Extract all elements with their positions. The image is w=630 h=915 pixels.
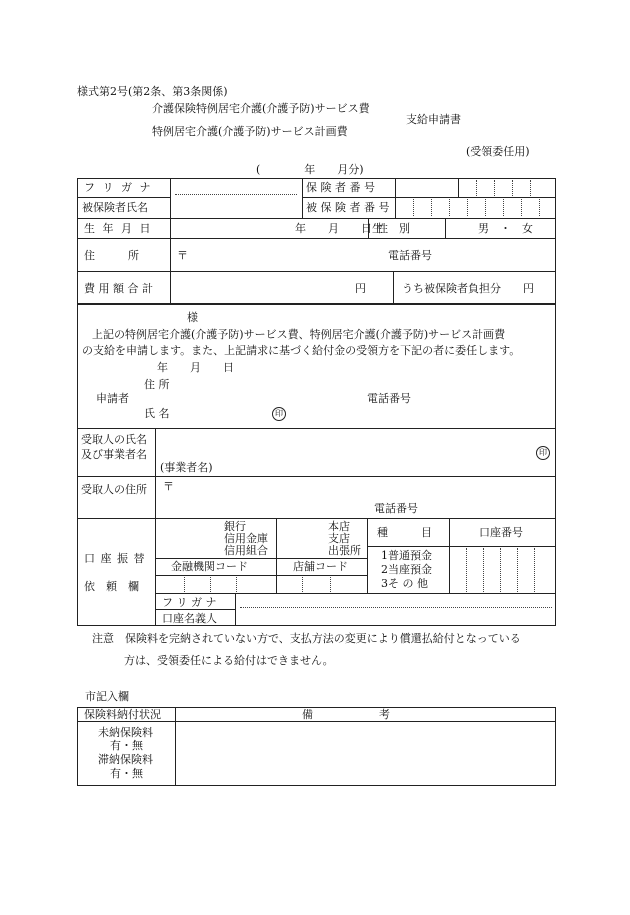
recipient-address-label: 受取人の住所 xyxy=(81,483,147,496)
form-title-line1: 介護保険特例居宅介護(介護予防)サービス費 xyxy=(152,102,370,115)
bank-code-label: 金融機関コード xyxy=(171,560,248,573)
form-title-suffix: 支給申請書 xyxy=(406,113,461,126)
addressee-label: 様 xyxy=(187,311,198,324)
form-title-line2: 特例居宅介護(介護予防)サービス計画費 xyxy=(152,125,348,138)
insured-name-label: 被保険者氏名 xyxy=(82,201,148,214)
furigana-label: フ リ ガ ナ xyxy=(84,181,153,194)
applicant-name-label: 氏 名 xyxy=(144,407,170,420)
application-date: 年 月 日 xyxy=(157,361,234,374)
insured-number-label: 被 保 険 者 番 号 xyxy=(306,201,390,214)
branch-code-label: 店舗コード xyxy=(293,560,348,573)
branch-type-branch: 支店 xyxy=(328,532,350,545)
overdue-premium-label: 滞納保険料 xyxy=(98,753,153,766)
branch-type-main: 本店 xyxy=(328,520,350,533)
gender-label: 性 別 xyxy=(377,222,410,235)
notice-line2: 方は、受領委任による給付はできません。 xyxy=(124,654,334,667)
birthdate-label: 生 年 月 日 xyxy=(84,222,153,235)
bank-type-bank: 銀行 xyxy=(224,520,246,533)
insurer-number-label: 保 険 者 番 号 xyxy=(306,181,375,194)
bank-section-label-bottom: 依 頼 欄 xyxy=(84,580,139,593)
recipient-seal-icon: 印 xyxy=(536,446,550,460)
bank-type-shinkin: 信用金庫 xyxy=(224,532,268,545)
holder-furigana-label: フ リ ガ ナ xyxy=(162,596,217,609)
copay-label: うち被保険者負担分 円 xyxy=(402,282,534,295)
branch-type-sub: 出張所 xyxy=(328,544,361,557)
city-remarks-header: 備 考 xyxy=(302,708,390,721)
bank-section-label-top: 口 座 振 替 xyxy=(84,552,146,565)
postal-mark: 〒 xyxy=(177,249,188,262)
account-type-other: 3そ の 他 xyxy=(381,577,428,590)
city-section-title: 市記入欄 xyxy=(85,690,129,703)
application-body-line1: 上記の特例居宅介護(介護予防)サービス費、特例居宅介護(介護予防)サービス計画費 xyxy=(92,328,506,341)
cost-total-label: 費 用 額 合 計 xyxy=(84,282,153,295)
applicant-seal-icon: 印 xyxy=(272,407,286,421)
applicant-phone-label: 電話番号 xyxy=(367,392,411,405)
account-type-current: 2当座預金 xyxy=(381,563,432,576)
gender-value: 男 ・ 女 xyxy=(478,222,533,235)
unpaid-premium-option: 有・無 xyxy=(110,739,143,752)
notice-line1: 注意 保険料を完納されていない方で、支払方法の変更により償還払給付となっている xyxy=(92,632,521,645)
recipient-business-label: (事業者名) xyxy=(160,461,213,474)
form-number: 様式第2号(第2条、第3条関係) xyxy=(77,85,228,98)
period-label: ( 年 月分) xyxy=(256,163,364,176)
recipient-name-label: 受取人の氏名及び事業者名 xyxy=(81,433,147,461)
account-type-label: 種 目 xyxy=(377,526,432,539)
recipient-phone-label: 電話番号 xyxy=(374,502,418,515)
application-body-line2: の支給を申請します。また、上記請求に基づく給付金の受領方を下記の者に委任します。 xyxy=(82,344,521,357)
applicant-address-label: 住 所 xyxy=(144,378,170,391)
applicant-label: 申請者 xyxy=(96,392,129,405)
account-holder-label: 口座名義人 xyxy=(162,612,217,625)
address-label: 住 所 xyxy=(84,249,139,262)
delegation-note: (受領委任用) xyxy=(466,145,530,158)
bank-type-kumiai: 信用組合 xyxy=(224,544,268,557)
overdue-premium-option: 有・無 xyxy=(110,767,143,780)
unpaid-premium-label: 未納保険料 xyxy=(98,726,153,739)
recipient-postal-mark: 〒 xyxy=(163,480,174,493)
account-type-ordinary: 1普通預金 xyxy=(381,549,432,562)
birthdate-value: 年 月 日生 xyxy=(295,222,383,235)
city-payment-status-header: 保険料納付状況 xyxy=(84,708,161,721)
account-number-label: 口座番号 xyxy=(479,526,523,539)
cost-yen: 円 xyxy=(355,282,366,295)
phone-label: 電話番号 xyxy=(388,249,432,262)
